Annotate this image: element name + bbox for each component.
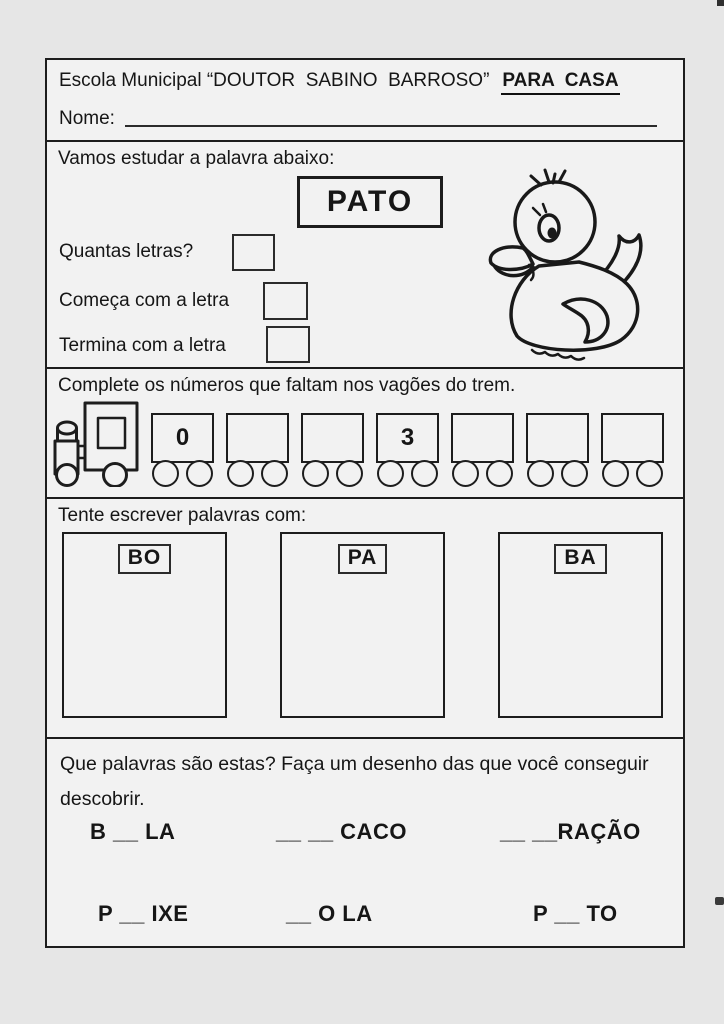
guess-section: [47, 739, 683, 948]
syllable-boxes: [62, 532, 663, 718]
starts-answer-box: [263, 282, 308, 320]
wagon-wheel: [336, 460, 363, 487]
header-line: [59, 70, 671, 95]
syllables-title: Tente escrever palavras com:: [58, 505, 307, 526]
letters-answer-box: [232, 234, 275, 271]
syllable-box-pa: [280, 532, 445, 718]
wagon-wheel: [302, 460, 329, 487]
question-letters-label: Quantas letras?: [59, 241, 194, 262]
wagon-wheel: [152, 460, 179, 487]
wagon-wheel: [186, 460, 213, 487]
wagon-number-box: [526, 413, 589, 463]
guess-word: __ __ CACO: [276, 819, 407, 844]
syllable-box-bo: [62, 532, 227, 718]
syllable-label: BA: [554, 544, 606, 574]
wagon-wheel: [452, 460, 479, 487]
name-label: Nome:: [59, 108, 115, 129]
guess-word: P __ IXE: [98, 901, 189, 926]
school-name: Escola Municipal “DOUTOR SABINO BARROSO”: [59, 70, 490, 91]
wagon-wheel: [261, 460, 288, 487]
ends-with-label: Termina com a letra: [59, 335, 226, 356]
train-wagon: [301, 413, 364, 487]
wagon-number-box: [376, 413, 439, 463]
word-box: [297, 176, 443, 228]
guess-word: __ __RAÇÃO: [500, 819, 641, 844]
train-wagon: [151, 413, 214, 487]
wagon-wheel: [411, 460, 438, 487]
wagon-wheel: [527, 460, 554, 487]
wagon-wheel: [227, 460, 254, 487]
train-wagon: [601, 413, 664, 487]
header-section: [47, 60, 683, 142]
wagon-wheels: [151, 460, 214, 487]
train-drawing: [51, 401, 681, 487]
wagon-number-box: [301, 413, 364, 463]
wagon-wheels: [601, 460, 664, 487]
train-wagon: [226, 413, 289, 487]
guess-word: __ O LA: [286, 901, 373, 926]
wagon-wheels: [526, 460, 589, 487]
wagon-number: 0: [175, 424, 190, 451]
wagon-wheel: [377, 460, 404, 487]
wagon-wheels: [226, 460, 289, 487]
wagon-number-box: [451, 413, 514, 463]
wagon-wheel: [636, 460, 663, 487]
study-word: PATO: [326, 185, 414, 218]
train-section: [47, 369, 683, 499]
scan-artifact: [715, 897, 724, 905]
ends-answer-box: [266, 326, 310, 363]
word-study-section: [47, 142, 683, 369]
wagon-number-box: [151, 413, 214, 463]
train-wagon: [451, 413, 514, 487]
name-blank-line: [125, 113, 657, 127]
wagon-wheels: [301, 460, 364, 487]
syllable-label: BO: [118, 544, 172, 574]
wagon-number-box: [601, 413, 664, 463]
homework-tag: PARA CASA: [501, 70, 619, 95]
wagon-wheels: [451, 460, 514, 487]
wagon-wheel: [561, 460, 588, 487]
name-row: [59, 108, 671, 130]
duck-drawing: [477, 168, 672, 363]
scan-artifact: [717, 0, 724, 6]
wagon-wheels: [376, 460, 439, 487]
starts-with-label: Começa com a letra: [59, 290, 230, 311]
syllable-box-ba: [498, 532, 663, 718]
syllables-section: [47, 499, 683, 739]
wagon-number: 3: [400, 424, 415, 451]
syllable-label: PA: [338, 544, 388, 574]
wagon-number-box: [226, 413, 289, 463]
worksheet: [45, 58, 685, 948]
guess-word: B __ LA: [90, 819, 176, 844]
guess-word: P __ TO: [533, 901, 618, 926]
word-study-title: Vamos estudar a palavra abaixo:: [58, 148, 335, 169]
wagon-wheel: [602, 460, 629, 487]
locomotive-drawing: [51, 401, 139, 487]
wagon-wheel: [486, 460, 513, 487]
train-title: Complete os números que faltam nos vagões do trem.: [58, 375, 516, 396]
train-wagon: [376, 413, 439, 487]
train-wagon: [526, 413, 589, 487]
guess-title: Que palavras são estas? Faça um desenho das que você conseguir descobrir.: [60, 753, 649, 810]
